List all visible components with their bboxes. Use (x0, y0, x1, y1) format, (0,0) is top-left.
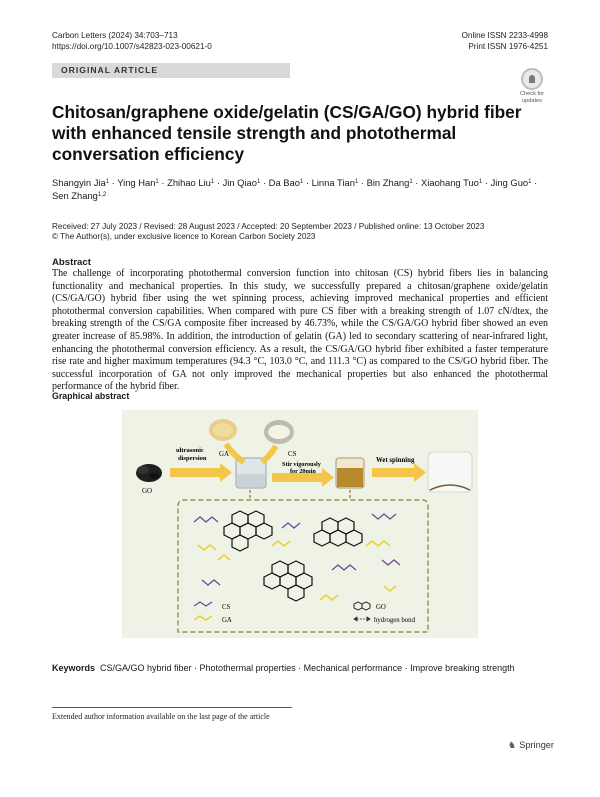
author-affiliation: 1 (155, 179, 159, 185)
author-name[interactable]: Shangyin Jia (52, 177, 106, 188)
doi-link[interactable]: https://doi.org/10.1007/s42823-023-00621-0 (52, 42, 212, 51)
check-updates-icon (521, 68, 543, 90)
graphical-abstract-figure (122, 410, 478, 638)
check-updates-line2: updates (522, 98, 542, 104)
legend-hbond-label: hydrogen bond (374, 617, 415, 624)
author-separator: · (482, 177, 491, 188)
stir-label-line1: Stir vigorously (282, 461, 321, 468)
copyright-notice: © The Author(s), under exclusive licence to Korean Carbon Society 2023 (52, 232, 316, 241)
author-name[interactable]: Bin Zhang (366, 177, 410, 188)
ultrasonic-label-line2: dispersion (178, 455, 207, 462)
author-name[interactable]: Jin Qiao (222, 177, 257, 188)
ga-label: GA (219, 450, 230, 458)
go-powder (136, 464, 162, 482)
author-name[interactable]: Linna Tian (311, 177, 355, 188)
author-affiliation: 1 (105, 179, 110, 185)
keywords-list: CS/GA/GO hybrid fiber · Photothermal properties · Mechanical performance · Improve breaking strength (100, 663, 515, 673)
keywords-label: Keywords (52, 663, 96, 673)
author-separator: · (303, 177, 312, 188)
article-title: Chitosan/graphene oxide/gelatin (CS/GA/GO) hybrid fiber with enhanced tensile strength and photothermal conversation efficiency (52, 102, 522, 164)
check-for-updates-badge[interactable] (514, 68, 550, 102)
legend-cs-label: CS (222, 604, 231, 611)
legend-ga-label: GA (222, 617, 232, 624)
issn-online: Online ISSN 2233-4998 (461, 31, 548, 40)
author-list-line-2 (52, 190, 106, 202)
author-affiliation: 1 (528, 179, 532, 185)
journal-citation: Carbon Letters (2024) 34:703–713 (52, 31, 178, 40)
author-separator: · (158, 177, 168, 188)
cs-label: CS (288, 450, 297, 458)
author-name[interactable]: Xiaohang Tuo (421, 177, 479, 188)
author-affiliation: 1,2 (97, 192, 107, 198)
author-separator: · (358, 177, 367, 188)
legend-go-label: GO (376, 604, 386, 611)
go-label: GO (142, 487, 153, 495)
publisher-name: Springer (519, 740, 554, 750)
footnote-divider (52, 707, 292, 708)
figure-background (122, 410, 478, 638)
author-separator: · (214, 177, 223, 188)
stir-label-line2: for 20min (290, 468, 316, 475)
publisher-logo (508, 740, 554, 751)
wet-spinning-label: Wet spinning (376, 457, 415, 464)
author-name[interactable]: Jing Guo (490, 177, 529, 188)
author-separator: · (260, 177, 269, 188)
article-type-bar: ORIGINAL ARTICLE (52, 63, 290, 78)
author-name[interactable]: Da Bao (268, 177, 300, 188)
footnote-text: Extended author information available on the last page of the article (52, 712, 270, 721)
author-separator: · (109, 177, 118, 188)
author-name[interactable]: Zhihao Liu (167, 177, 211, 188)
author-affiliation: 1 (210, 179, 215, 185)
keywords-line (52, 663, 515, 673)
author-separator: · (531, 177, 538, 188)
author-name[interactable]: Ying Han (117, 177, 156, 188)
cs-powder-dish (264, 420, 294, 444)
beaker-solution (336, 458, 364, 488)
author-list-line-1 (52, 177, 537, 189)
author-separator: · (412, 177, 422, 188)
author-affiliation: 1 (256, 179, 261, 185)
publication-dates: Received: 27 July 2023 / Revised: 28 August 2023 / Accepted: 20 September 2023 / Published online: 13 October 2023 (52, 222, 485, 231)
fiber-spool (428, 452, 472, 492)
author-affiliation: 1 (478, 179, 483, 185)
ga-powder-dish (209, 419, 237, 441)
author-affiliation: 1 (409, 179, 413, 185)
check-updates-line1: Check for (520, 91, 544, 97)
springer-horse-icon: ♞ (508, 740, 517, 750)
abstract-text: The challenge of incorporating photothermal conversion function into chitosan (CS) hybrid fibers lies in balancing functionality and mechanical properties. In this study, we successfully prepared a chitosan/graphene oxide/gelatin (CS/GA/GO) hybrid fiber using the wet spinning process, achieving improved mechanical properties and efficient photothermal conversion capabilities. When compared with pure CS fiber with a breaking strength of 1.07 cN/dtex, the breaking strength of the CS/GA composite fiber increased by 46.73%, while the CS/GA/GO hybrid fiber showed an even greater increase of 85.98%. In addition, the introduction of gelatin (GA) led to secondary scattering of near-infrared light, enhancing the photothermal conversion efficiency. As a result, the CS/GA/GO hybrid fiber exhibited a faster temperature rise rate and higher maximum temperatures (94.3 °C, 103.0 °C, and 111.3 °C) as compared to the CS/GO hybrid fiber. The successful incorporation of GA not only improved the mechanical properties but also enhanced the photothermal performance of the hybrid fiber. (52, 268, 548, 393)
author-affiliation: 1 (299, 179, 304, 185)
issn-print: Print ISSN 1976-4251 (468, 42, 548, 51)
author-affiliation: 1 (354, 179, 359, 185)
abstract-heading: Abstract (52, 257, 91, 268)
graphical-abstract-heading: Graphical abstract (52, 391, 130, 401)
ultrasonic-label-line1: ultrasonic (176, 447, 204, 454)
author-name[interactable]: Sen Zhang (52, 190, 98, 201)
